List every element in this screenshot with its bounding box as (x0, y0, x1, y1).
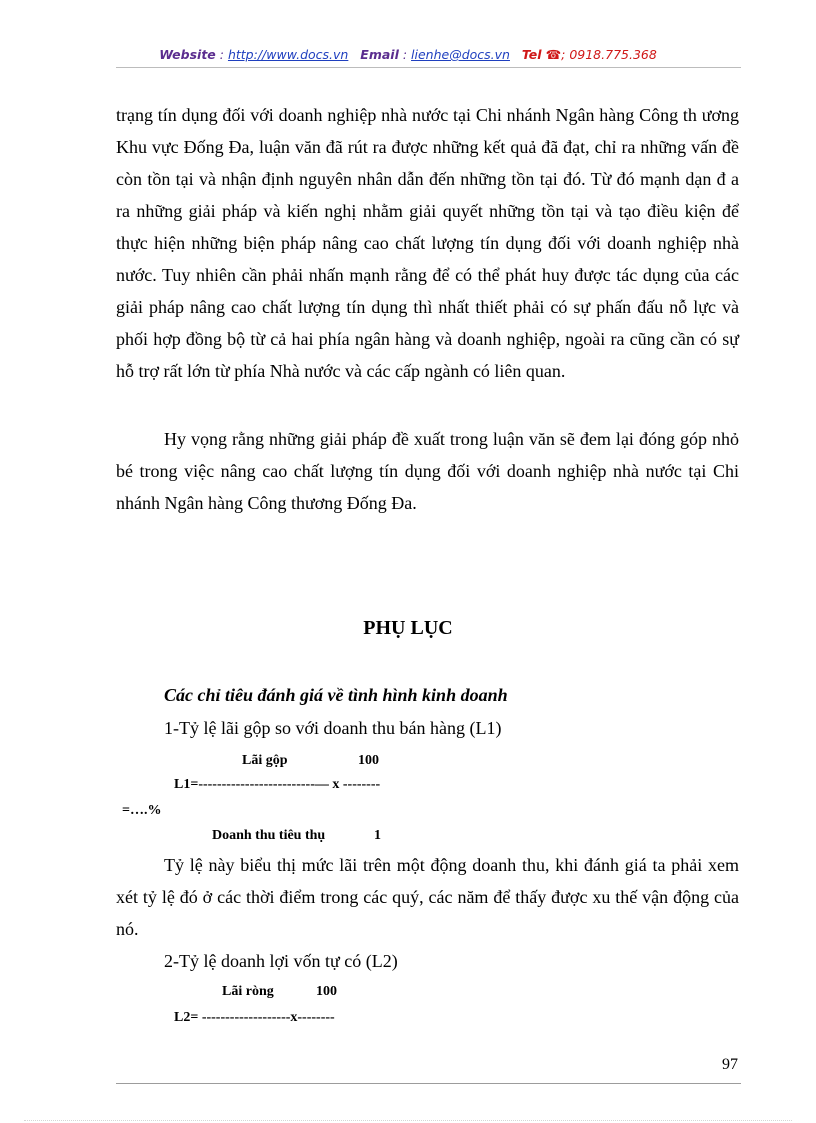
formula-1-denominator: Doanh thu tiêu thụ (212, 828, 326, 843)
body-paragraph-1: trạng tín dụng đối với doanh nghiệp nhà nước tại Chi nhánh Ngân hàng Công th ương Khu vực Đống Đa, luận văn đã rút ra được những kết quả đã đạt, chỉ ra những vấn đề còn tồn tại và nhận định nguyên nhân dẫn đến những tồn tại đó. Từ đó mạnh dạn đ a ra những giải pháp và kiến nghị nhằm giải quyết những tồn tại và tạo điều kiện để thực hiện những biện pháp nâng cao chất lượng tín dụng đối với doanh nghiệp nhà nước. Tuy nhiên cần phải nhấn mạnh rằng để có thể phát huy được tác dụng của các giải pháp nâng cao chất lượng tín dụng thì nhất thiết phải có sự phấn đấu nỗ lực và phối hợp đồng bộ từ cả hai phía ngân hàng và doanh nghiệp, ngoài ra cũng cần có sự hỗ trợ rất lớn từ phía Nhà nước và các cấp ngành có liên quan. (116, 105, 739, 381)
footer-divider (116, 1083, 741, 1084)
appendix-subtitle: Các chỉ tiêu đánh giá về tình hình kinh doanh (164, 685, 508, 705)
phone-icon: ☎ (545, 47, 562, 62)
appendix-title: PHỤ LỤC (363, 617, 453, 639)
header-sep: : (215, 47, 228, 62)
website-link[interactable]: http://www.docs.vn (227, 47, 349, 62)
formula-1-denominator-1: 1 (374, 828, 381, 843)
formula-1-numerator: Lãi gộp (242, 753, 288, 768)
website-label: Website (159, 47, 216, 62)
formula-2-numerator: Lãi ròng (222, 984, 274, 999)
header-divider (116, 67, 741, 68)
formula-2-line: L2= -------------------x-------- (174, 1010, 335, 1025)
tel-label: Tel (521, 47, 542, 62)
formula-1-numerator-100: 100 (358, 753, 379, 768)
page-edge (24, 1120, 792, 1121)
email-label: Email (360, 47, 399, 62)
formula-2-numerator-100: 100 (316, 984, 337, 999)
formula-1-result: =….% (122, 803, 162, 818)
body-paragraph-2: Hy vọng rằng những giải pháp đề xuất trong luận văn sẽ đem lại đóng góp nhỏ bé trong việc nâng cao chất lượng tín dụng đối với doanh nghiệp nhà nước tại Chi nhánh Ngân hàng Công thương Đống Đa. (116, 429, 739, 513)
email-sep: : (398, 47, 412, 62)
formula-1-line: L1=-------------------------— x -------- (174, 777, 381, 792)
page-header (0, 47, 816, 62)
page-number: 97 (722, 1056, 738, 1073)
explanation-1: Tỷ lệ này biểu thị mức lãi trên một động doanh thu, khi đánh giá ta phải xem xét tỷ lệ đó ở các thời điểm trong các quý, các năm để thấy được xu thế vận động của nó. (116, 855, 739, 939)
email-link[interactable]: lienhe@docs.vn (411, 47, 510, 62)
item-1-heading: 1-Tỷ lệ lãi gộp so với doanh thu bán hàng (L1) (164, 718, 502, 738)
item-2-heading: 2-Tỷ lệ doanh lợi vốn tự có (L2) (164, 951, 398, 971)
phone-number: ; 0918.775.368 (561, 47, 657, 62)
